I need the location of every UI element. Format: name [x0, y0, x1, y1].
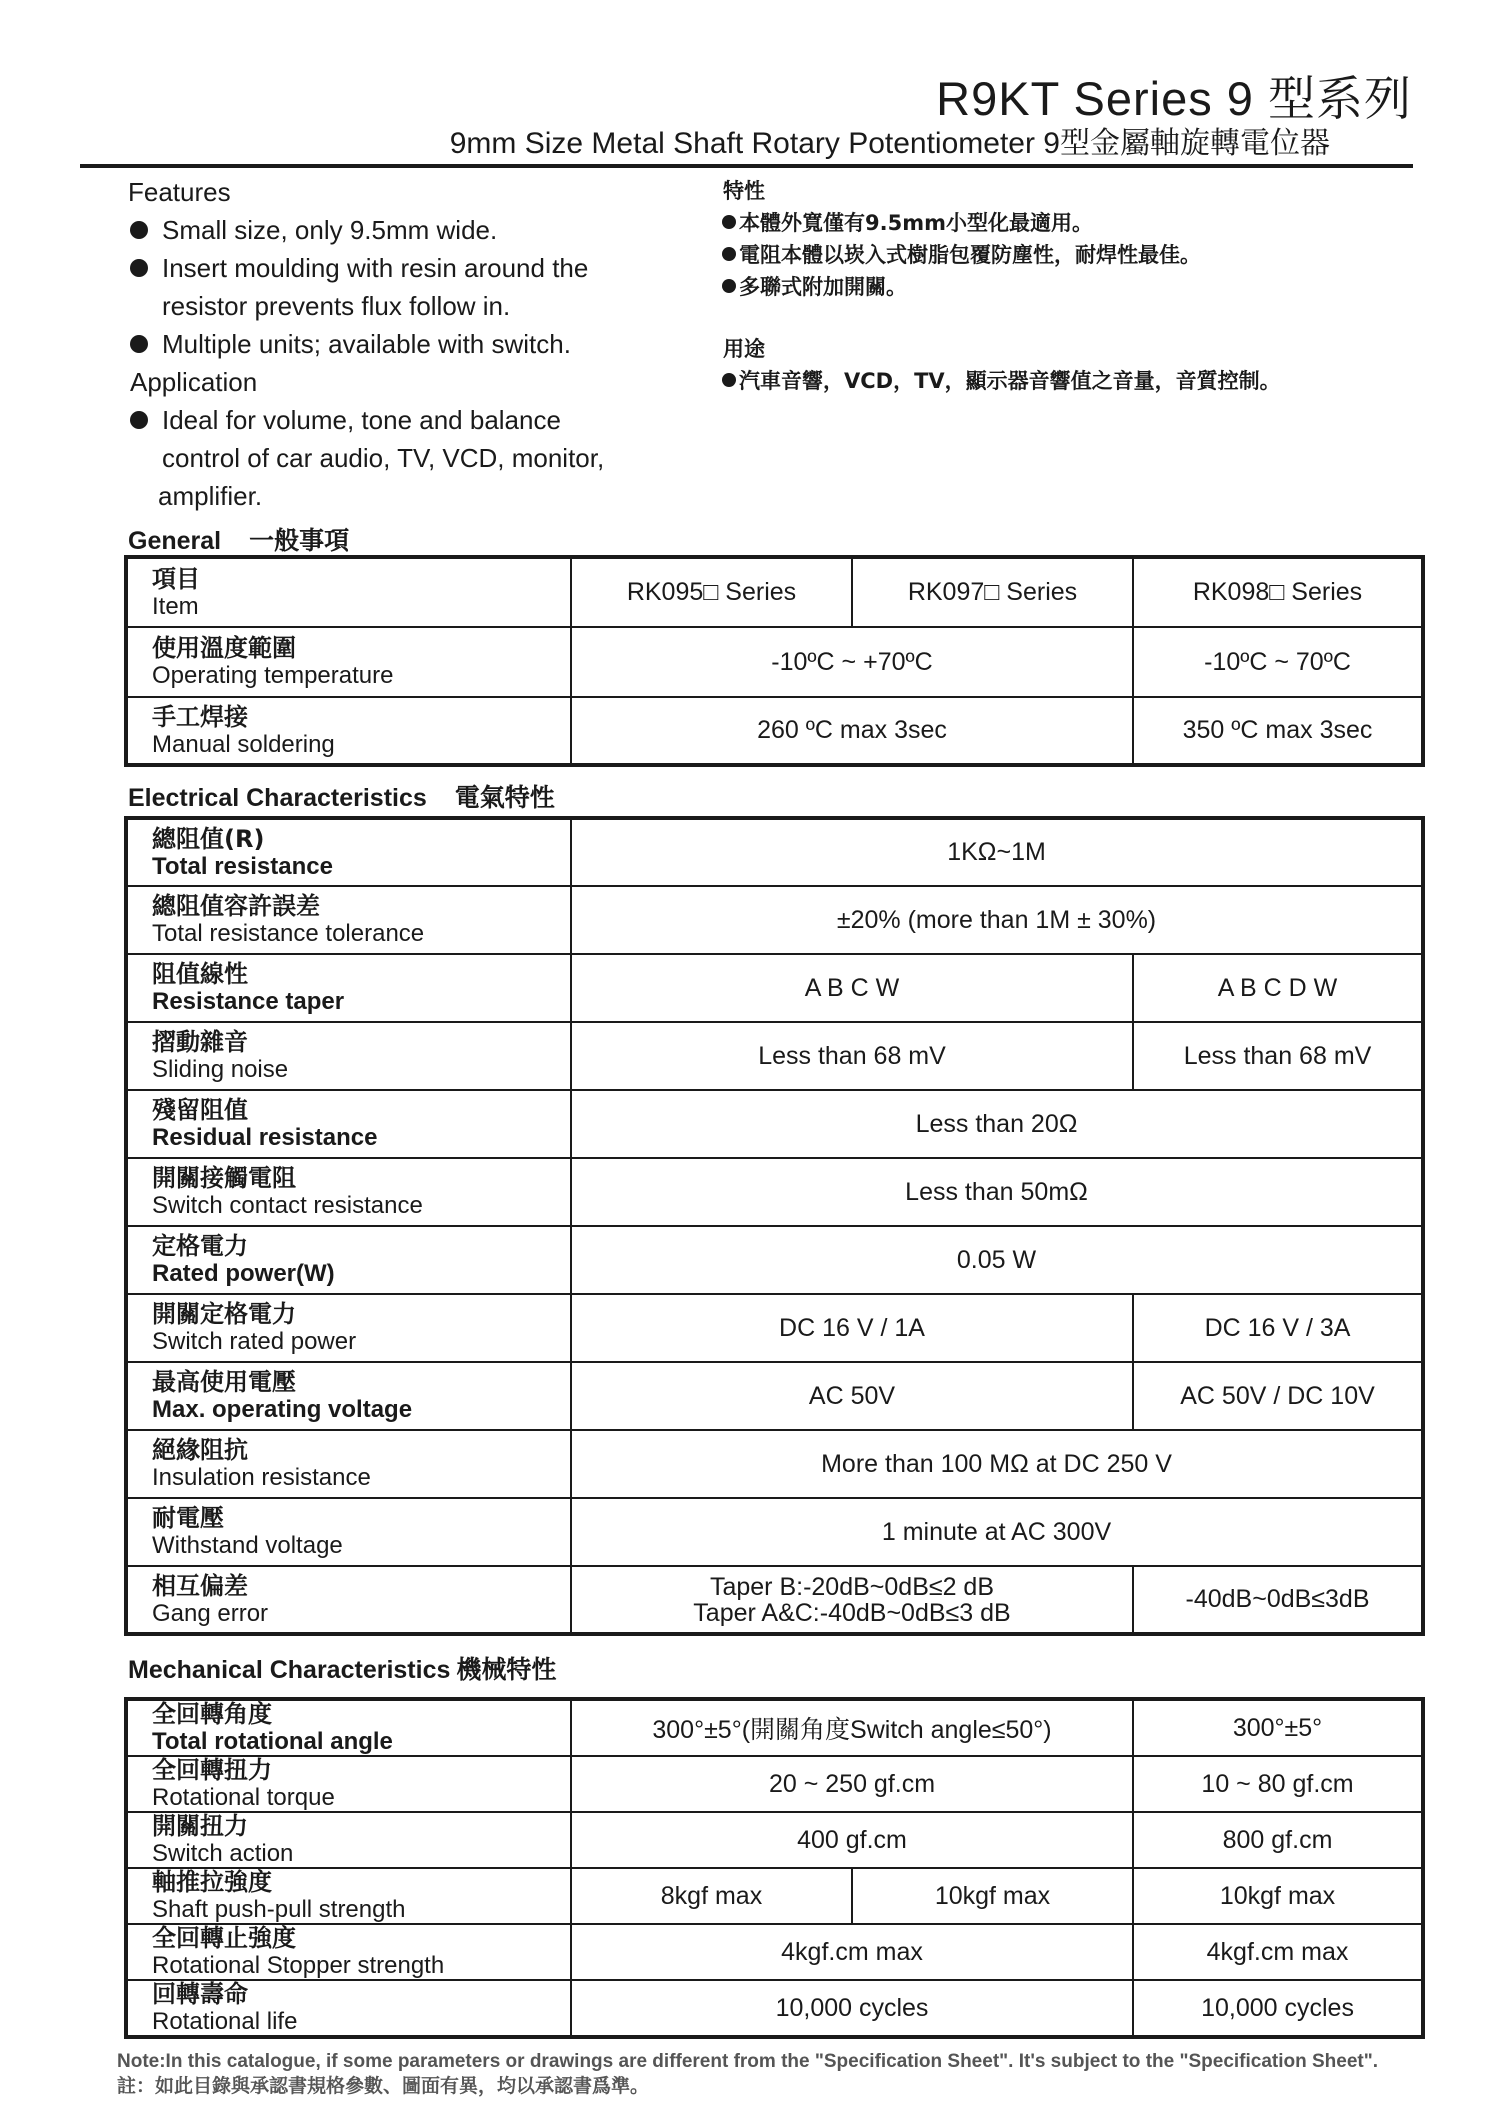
application-heading-zh: 用途 — [723, 337, 765, 361]
cell: Less than 20Ω — [571, 1090, 1423, 1158]
cell: 4kgf.cm max — [1133, 1924, 1423, 1980]
feature-item: Insert moulding with resin around the — [130, 249, 588, 287]
table-row — [126, 1699, 1423, 1756]
bullet-icon — [722, 279, 736, 293]
table-row — [126, 1756, 1423, 1812]
cell: A B C D W — [1133, 954, 1423, 1022]
cell: 300°±5° — [1133, 1699, 1423, 1756]
bullet-icon — [722, 373, 736, 387]
item-label: 開關扭力 Switch action — [126, 1812, 571, 1868]
item-label: 全回轉扭力 Rotational torque — [126, 1756, 571, 1812]
item-label: 摺動雜音 Sliding noise — [126, 1022, 571, 1090]
item-label: 手工焊接 Manual soldering — [126, 697, 571, 765]
item-label: 軸推拉強度 Shaft push-pull strength — [126, 1868, 571, 1924]
cell: 20 ~ 250 gf.cm — [571, 1756, 1133, 1812]
item-label: 耐電壓 Withstand voltage — [126, 1498, 571, 1566]
cell: RK097□ Series — [852, 557, 1133, 627]
cell: 10kgf max — [1133, 1868, 1423, 1924]
cell: A B C W — [571, 954, 1133, 1022]
item-label: 總阻值容許誤差 Total resistance tolerance — [126, 886, 571, 954]
mechanical-table — [124, 1697, 1425, 2039]
footnote-zh: 註：如此目錄與承認書規格參數、圖面有異，均以承認書爲準。 — [117, 2075, 650, 2097]
cell: AC 50V — [571, 1362, 1133, 1430]
electrical-table — [124, 816, 1425, 1636]
application-item-zh: 汽車音響，VCD，TV，顯示器音響值之音量，音質控制。 — [722, 366, 1281, 397]
table-row — [126, 1226, 1423, 1294]
bullet-icon — [130, 259, 148, 277]
table-row — [126, 557, 1423, 627]
features-heading: Features — [128, 177, 231, 207]
cell: 1 minute at AC 300V — [571, 1498, 1423, 1566]
item-label: 全回轉止強度 Rotational Stopper strength — [126, 1924, 571, 1980]
general-table — [124, 555, 1425, 767]
header-rule — [80, 164, 1413, 168]
table-row — [126, 1430, 1423, 1498]
feature-item-zh: 本體外寬僅有9.5mm小型化最適用。 — [722, 208, 1093, 239]
cell: ±20% (more than 1M ± 30%) — [571, 886, 1423, 954]
cell: 8kgf max — [571, 1868, 852, 1924]
table-row — [126, 1566, 1423, 1634]
cell: 0.05 W — [571, 1226, 1423, 1294]
item-label: 開關定格電力 Switch rated power — [126, 1294, 571, 1362]
bullet-icon — [722, 215, 736, 229]
cell: DC 16 V / 1A — [571, 1294, 1133, 1362]
feature-item: Multiple units; available with switch. — [130, 325, 571, 363]
table-row — [126, 1498, 1423, 1566]
table-row — [126, 1090, 1423, 1158]
item-label: 絕緣阻抗 Insulation resistance — [126, 1430, 571, 1498]
feature-item-continued: resistor prevents flux follow in. — [162, 291, 511, 321]
item-label: 項目 Item — [126, 557, 571, 627]
table-row — [126, 1294, 1423, 1362]
application-heading: Application — [130, 367, 258, 397]
table-row — [126, 1980, 1423, 2037]
table-row — [126, 1812, 1423, 1868]
bullet-icon — [130, 411, 148, 429]
cell: 10,000 cycles — [571, 1980, 1133, 2037]
cell: Less than 68 mV — [1133, 1022, 1423, 1090]
cell: 10 ~ 80 gf.cm — [1133, 1756, 1423, 1812]
bullet-icon — [130, 221, 148, 239]
table-row — [126, 886, 1423, 954]
application-item: Ideal for volume, tone and balance — [130, 401, 561, 439]
cell: 10,000 cycles — [1133, 1980, 1423, 2037]
cell: 10kgf max — [852, 1868, 1133, 1924]
footnote — [117, 2049, 1378, 2099]
table-row — [126, 954, 1423, 1022]
cell: Less than 50mΩ — [571, 1158, 1423, 1226]
section-heading-mechanical: Mechanical Characteristics 機械特性 — [128, 1655, 557, 1684]
page-subtitle: 9mm Size Metal Shaft Rotary Potentiometer 9型金屬軸旋轉電位器 — [449, 127, 1330, 160]
item-label: 阻值線性 Resistance taper — [126, 954, 571, 1022]
features-heading-zh: 特性 — [723, 179, 765, 203]
cell: DC 16 V / 3A — [1133, 1294, 1423, 1362]
table-row — [126, 697, 1423, 765]
cell: -10ºC ~ +70ºC — [571, 627, 1133, 697]
cell: 260 ºC max 3sec — [571, 697, 1133, 765]
item-label: 總阻值(R) Total resistance — [126, 818, 571, 886]
cell: RK098□ Series — [1133, 557, 1423, 627]
table-row — [126, 818, 1423, 886]
cell: -10ºC ~ 70ºC — [1133, 627, 1423, 697]
item-label: 殘留阻值 Residual resistance — [126, 1090, 571, 1158]
cell: -40dB~0dB≤3dB — [1133, 1566, 1423, 1634]
feature-item: Small size, only 9.5mm wide. — [130, 211, 497, 249]
feature-item-zh: 電阻本體以崁入式樹脂包覆防塵性，耐焊性最佳。 — [722, 240, 1201, 271]
item-label: 定格電力 Rated power(W) — [126, 1226, 571, 1294]
table-row — [126, 1022, 1423, 1090]
item-label: 使用溫度範圍 Operating temperature — [126, 627, 571, 697]
cell: AC 50V / DC 10V — [1133, 1362, 1423, 1430]
cell: 4kgf.cm max — [571, 1924, 1133, 1980]
item-label: 最高使用電壓 Max. operating voltage — [126, 1362, 571, 1430]
table-row — [126, 1158, 1423, 1226]
cell: 800 gf.cm — [1133, 1812, 1423, 1868]
cell: 300°±5°(開關角度Switch angle≤50°) — [571, 1699, 1133, 1756]
section-heading-electrical: Electrical Characteristics 電氣特性 — [128, 783, 555, 812]
page-title: R9KT Series 9 型系列 — [936, 72, 1412, 125]
table-row — [126, 1924, 1423, 1980]
table-row — [126, 627, 1423, 697]
cell: 1KΩ~1M — [571, 818, 1423, 886]
table-row — [126, 1868, 1423, 1924]
cell: 400 gf.cm — [571, 1812, 1133, 1868]
cell: Taper B:-20dB~0dB≤2 dB Taper A&C:-40dB~0dB≤3 dB — [571, 1566, 1133, 1634]
cell: More than 100 MΩ at DC 250 V — [571, 1430, 1423, 1498]
application-item-continued: control of car audio, TV, VCD, monitor, — [162, 443, 605, 473]
bullet-icon — [130, 335, 148, 353]
item-label: 回轉壽命 Rotational life — [126, 1980, 571, 2037]
table-row — [126, 1362, 1423, 1430]
footnote-en: Note:In this catalogue, if some parameters or drawings are different from the "Specification Sheet". It's subject to the "Specification Sheet". — [117, 2051, 1379, 2072]
item-label: 相互偏差 Gang error — [126, 1566, 571, 1634]
application-item-continued: amplifier. — [158, 481, 263, 511]
cell: Less than 68 mV — [571, 1022, 1133, 1090]
item-label: 開關接觸電阻 Switch contact resistance — [126, 1158, 571, 1226]
item-label: 全回轉角度 Total rotational angle — [126, 1699, 571, 1756]
feature-item-zh: 多聯式附加開關。 — [722, 272, 907, 303]
cell: RK095□ Series — [571, 557, 852, 627]
section-heading-general: General 一般事項 — [128, 526, 350, 555]
bullet-icon — [722, 247, 736, 261]
cell: 350 ºC max 3sec — [1133, 697, 1423, 765]
